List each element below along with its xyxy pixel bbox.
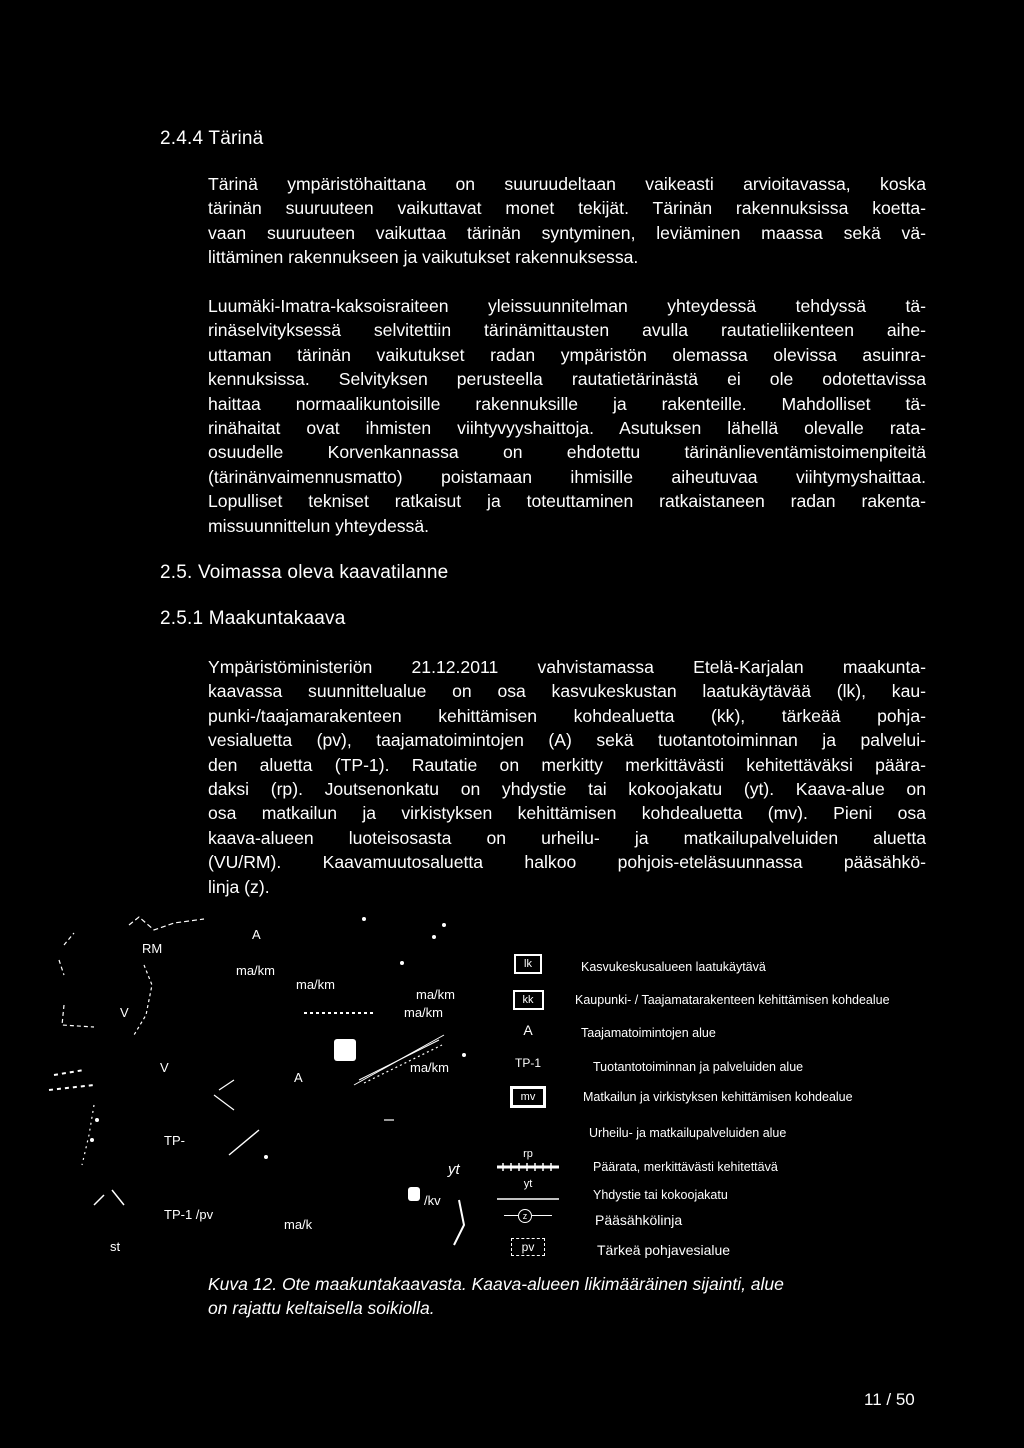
map-label-v: V bbox=[120, 1005, 129, 1020]
section-heading-2-4-4: 2.4.4 Tärinä bbox=[160, 128, 264, 149]
legend-label: Taajamatoimintojen alue bbox=[581, 1026, 716, 1040]
map-label-yt: yt bbox=[448, 1161, 460, 1178]
legend-symbol-tp-1: TP-1 bbox=[514, 1056, 541, 1070]
caption-line: on rajattu keltaisella soikiolla. bbox=[208, 1298, 435, 1318]
text-line: uttaman tärinän vaikutukset radan ympäristön olemassa olevissa asuinra- bbox=[208, 344, 926, 365]
text-line: Lopulliset tekniset ratkaisut ja toteuttaminen ratkaistaneen radan rakenta- bbox=[208, 491, 926, 512]
map-label-kv: /kv bbox=[424, 1193, 441, 1208]
text-line: missuunnittelun yhteydessä. bbox=[208, 515, 430, 536]
text-line: haittaa normaalikuntoisille rakennuksille ja rakenteille. Mahdolliset tä- bbox=[208, 393, 926, 414]
map-label-ma-k: ma/k bbox=[284, 1217, 313, 1232]
text-line: osa matkailun ja virkistyksen kehittämisen kohdealuetta (mv). Pieni osa bbox=[208, 803, 926, 824]
paragraph-vibration-intro bbox=[208, 172, 926, 270]
map-label-a: A bbox=[294, 1070, 303, 1085]
road-line-icon bbox=[497, 1197, 559, 1201]
text-line: linja (z). bbox=[208, 876, 270, 897]
legend-label: Tärkeä pohjavesialue bbox=[597, 1242, 731, 1258]
legend-symbol-mv: mv bbox=[497, 1086, 559, 1108]
map-label-ma-km: ma/km bbox=[410, 1060, 449, 1075]
text-line: kaavassa suunnittelualue on osa kasvukeskustan laatukäytävää (lk), kau- bbox=[208, 681, 926, 702]
paragraph-vibration-study bbox=[208, 294, 926, 538]
text-line: (tärinänvaimennusmatto) poistamaan ihmisille aiheutuvaa viihtymyshaittaa. bbox=[208, 466, 926, 487]
map-label-ma-km: ma/km bbox=[404, 1005, 443, 1020]
legend-label: Urheilu- ja matkailupalveluiden alue bbox=[589, 1126, 787, 1140]
figure-caption bbox=[208, 1272, 784, 1320]
legend-symbol-pv: pv bbox=[497, 1238, 559, 1256]
legend-symbol-lk: lk bbox=[497, 954, 559, 974]
text-line: kaava-alueen luoteisosasta on urheilu- ja matkailupalveluiden aluetta bbox=[208, 827, 926, 848]
legend-symbol-a: A bbox=[523, 1022, 533, 1038]
legend-symbol-z: z bbox=[497, 1208, 559, 1223]
map-label-st: st bbox=[110, 1239, 121, 1254]
map-label-tp-1-pv: TP-1 /pv bbox=[164, 1207, 214, 1222]
legend-label: Kaupunki- / Taajamatarakenteen kehittämisen kohdealue bbox=[575, 993, 890, 1007]
legend-label: Pääsähkölinja bbox=[595, 1212, 683, 1228]
map-linework bbox=[34, 905, 494, 1267]
map-label-ma-km: ma/km bbox=[236, 963, 275, 978]
text-line: den aluetta (TP-1). Rautatie on merkitty merkittävästi kehitettäväksi päära- bbox=[208, 754, 926, 775]
legend-label: Matkailun ja virkistyksen kehittämisen kohdealue bbox=[583, 1090, 853, 1104]
map-label-v: V bbox=[160, 1060, 169, 1075]
text-line: kennuksissa. Selvityksen perusteella rautatietärinästä ei ole odotettavissa bbox=[208, 369, 926, 390]
text-line: (VU/RM). Kaavamuutosaluetta halkoo pohjois-eteläsuunnassa pääsähkö- bbox=[208, 852, 926, 873]
legend-label: Kasvukeskusalueen laatukäytävä bbox=[581, 960, 766, 974]
text-line: littäminen rakennukseen ja vaikutukset rakennuksessa. bbox=[208, 247, 639, 268]
text-line: Luumäki-Imatra-kaksoisraiteen yleissuunnitelman yhteydessä tehdyssä tä- bbox=[208, 296, 926, 316]
railway-line-icon bbox=[497, 1163, 559, 1171]
section-heading-2-5-1: 2.5.1 Maakuntakaava bbox=[160, 608, 346, 629]
text-line: rinäselvityksessä selvitettiin tärinämittausten avulla rautatieliikenteen aihe- bbox=[208, 320, 926, 341]
map-label-a: A bbox=[252, 927, 261, 942]
text-line: Tärinä ympäristöhaittana on suuruudeltaan vaikeasti arvioitavassa, koska bbox=[208, 174, 926, 194]
map-label-ma-km: ma/km bbox=[296, 977, 335, 992]
legend-label: Yhdystie tai kokoojakatu bbox=[593, 1188, 728, 1202]
text-line: osuudelle Korvenkannassa on ehdotettu tärinänlieventämistoimenpiteitä bbox=[208, 442, 926, 463]
text-line: vaan suuruuteen vaikuttaa tärinän syntyminen, leviäminen maassa sekä vä- bbox=[208, 222, 926, 243]
regional-plan-map-excerpt bbox=[34, 905, 494, 1267]
text-line: vesialuetta (pv), taajamatoimintojen (A) sekä tuotantotoiminnan ja palvelui- bbox=[208, 730, 926, 751]
legend-label: Päärata, merkittävästi kehitettävä bbox=[593, 1160, 778, 1174]
map-label-tp: TP- bbox=[164, 1133, 185, 1148]
text-line: punki-/taajamarakenteen kehittämisen kohdealuetta (kk), tärkeää pohja- bbox=[208, 705, 926, 726]
text-line: Ympäristöministeriön 21.12.2011 vahvistamassa Etelä-Karjalan maakunta- bbox=[208, 657, 926, 677]
map-label-ma-km: ma/km bbox=[416, 987, 455, 1002]
caption-line: Kuva 12. Ote maakuntakaavasta. Kaava-alueen likimääräinen sijainti, alue bbox=[208, 1274, 784, 1294]
legend-label: Tuotantotoiminnan ja palveluiden alue bbox=[593, 1060, 804, 1074]
page-number: 11 / 50 bbox=[864, 1390, 915, 1409]
text-line: daksi (rp). Joutsenonkatu on yhdystie tai kokoojakatu (yt). Kaava-alue on bbox=[208, 779, 926, 800]
text-line: rinähaitat ovat ihmisten viihtyvyyshaittoja. Asutuksen lähellä olevalle rata- bbox=[208, 418, 926, 439]
map-legend bbox=[497, 952, 917, 1262]
map-label-rm: RM bbox=[142, 941, 163, 956]
paragraph-regional-plan bbox=[208, 655, 926, 899]
legend-symbol-kk: kk bbox=[497, 990, 559, 1010]
legend-symbol-yt: yt bbox=[497, 1178, 559, 1204]
section-heading-2-5: 2.5. Voimassa oleva kaavatilanne bbox=[160, 562, 449, 583]
text-line: tärinän suuruuteen vaikuttavat monet tekijät. Tärinän rakennuksissa koetta- bbox=[208, 198, 926, 219]
legend-symbol-rp: rp bbox=[497, 1148, 559, 1174]
